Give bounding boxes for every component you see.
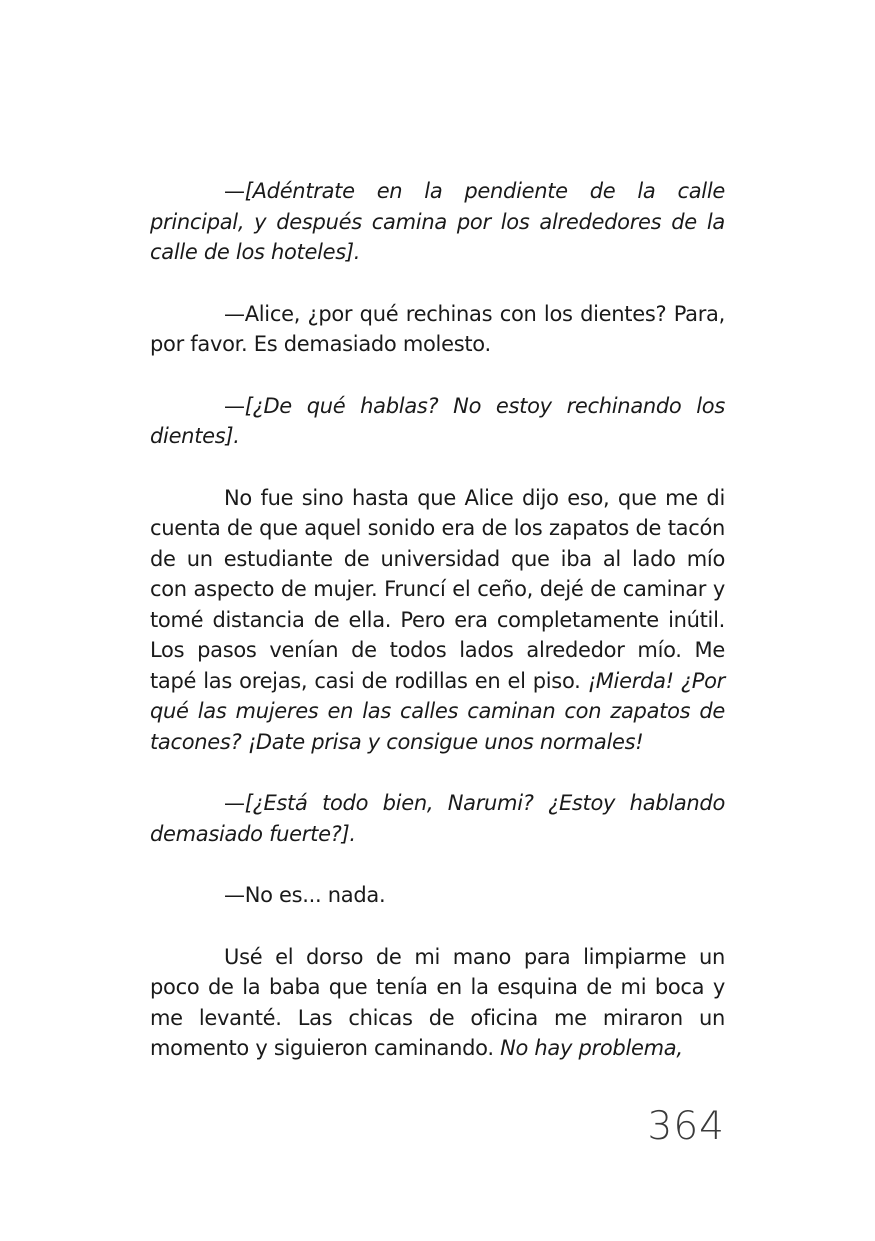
text-run: — xyxy=(224,179,245,203)
text-run-italic: [¿Está todo bien, Narumi? ¿Estoy hablando demasiado fuerte?]. xyxy=(150,791,725,846)
page-number: 364 xyxy=(647,1104,725,1149)
paragraph xyxy=(150,176,725,268)
text-run: Usé el dorso de mi mano para limpiarme un poco de la baba que tenía en la esquina de mi boca y me levanté. Las chicas de oficina me miraron un momento y siguieron caminando. xyxy=(150,944,725,1060)
text-run: —No es... nada. xyxy=(224,883,386,907)
paragraph xyxy=(150,483,725,758)
text-run-italic: No hay problema, xyxy=(500,1036,683,1060)
page-body xyxy=(150,176,725,1064)
text-run: — xyxy=(224,393,245,418)
paragraph xyxy=(150,880,725,911)
paragraph xyxy=(150,942,725,1064)
paragraph xyxy=(150,788,725,849)
paragraph xyxy=(150,391,725,452)
text-run-italic: [Adéntrate en la pendiente de la calle principal, y después camina por los alrededores de la calle de los hoteles]. xyxy=(150,179,725,264)
text-run: —Alice, ¿por qué rechinas con los dientes? Para, por favor. Es demasiado molesto. xyxy=(150,301,725,356)
text-run: — xyxy=(224,791,245,815)
paragraph xyxy=(150,299,725,360)
text-run-italic: [¿De qué hablas? No estoy rechinando los dientes]. xyxy=(150,393,725,448)
text-run-italic: ¡Mierda! ¿Por qué las mujeres en las calles caminan con zapatos de tacones? ¡Date prisa y consigue unos normales! xyxy=(150,668,725,754)
text-run: No fue sino hasta que Alice dijo eso, que me di cuenta de que aquel sonido era de los zapatos de tacón de un estudiante de universidad que iba al lado mío con aspecto de mujer. Fruncí el ceño, dejé de caminar y tomé distancia de ella. Pero era completamente inútil. Los pasos venían de todos lados alrededor mío. Me tapé las orejas, casi de rodillas en el piso. xyxy=(150,485,725,693)
